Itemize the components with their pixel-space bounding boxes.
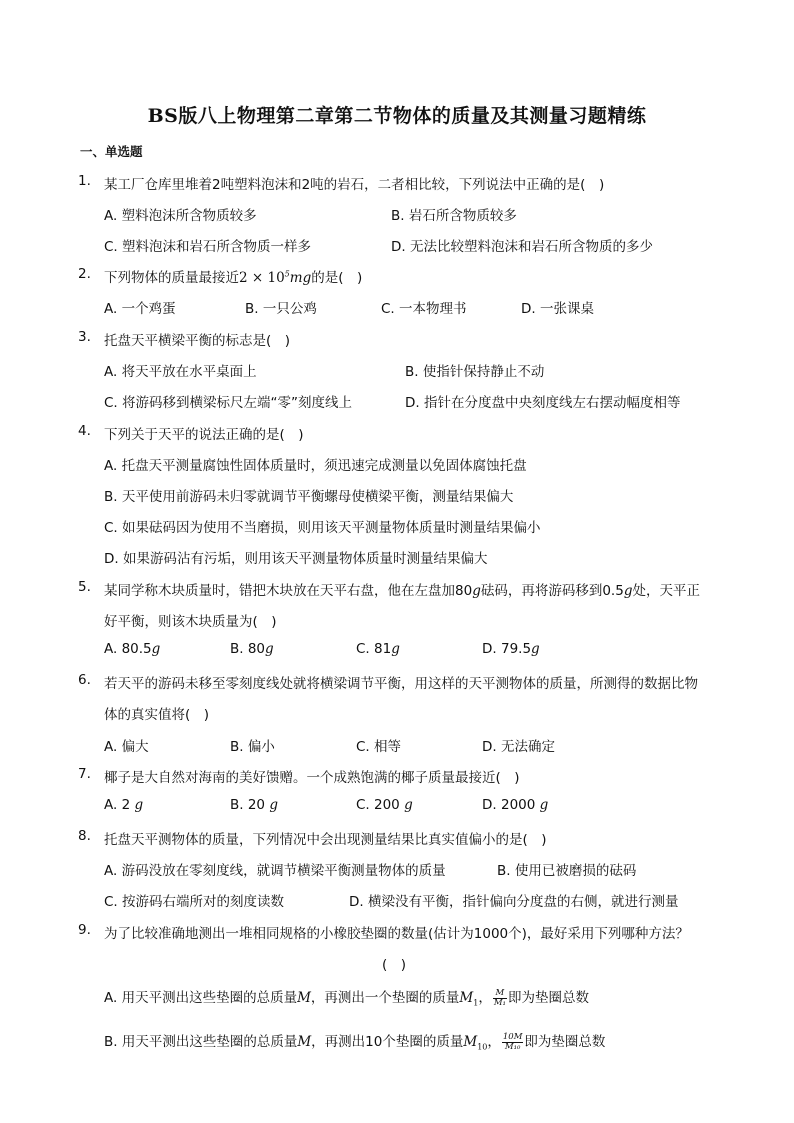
option-text: D. 2000 (482, 797, 536, 813)
fraction-denominator: M₁₀ (504, 1041, 521, 1052)
stem-text: 处，天平正 (632, 583, 700, 599)
option-b (104, 1030, 605, 1052)
option-a: A. 托盘天平测量腐蚀性固体质量时，须迅速完成测量以免固体腐蚀托盘 (104, 458, 527, 474)
question-number: 4. (78, 423, 91, 439)
option-d (482, 641, 540, 657)
math-unit: g (539, 797, 549, 813)
option-b: B. 一只公鸡 (245, 301, 317, 317)
math-subscript: 10 (477, 1042, 488, 1052)
option-d: D. 如果游码沾有污垢，则用该天平测量物体质量时测量结果偏大 (104, 551, 488, 567)
option-c (356, 641, 400, 657)
stem-text: 某同学称木块质量时，错把木块放在天平右盘，他在左盘加80 (104, 583, 473, 599)
question-stem: 下列关于天平的说法正确的是( ) (104, 427, 304, 443)
question-number: 8. (78, 828, 91, 844)
fraction-numerator: M (493, 989, 507, 999)
option-text: ，再测出一个垫圈的质量 (310, 990, 460, 1006)
stem-text: 砝码，再将游码移到0.5 (480, 583, 624, 599)
math-unit: g (134, 797, 144, 813)
question-stem: 椰子是大自然对海南的美好馈赠。一个成熟饱满的椰子质量最接近( ) (104, 770, 520, 786)
option-c: C. 将游码移到横梁标尺左端“零”刻度线上 (104, 395, 352, 411)
fraction-numerator: 10M (502, 1031, 523, 1042)
option-d: D. 指针在分度盘中央刻度线左右摆动幅度相等 (405, 395, 681, 411)
option-text: B. 20 (230, 797, 266, 813)
math-unit: g (151, 641, 161, 657)
option-a: A. 将天平放在水平桌面上 (104, 364, 257, 380)
option-a (104, 986, 589, 1008)
question-stem: 某工厂仓库里堆着2吨塑料泡沫和2吨的岩石，二者相比较，下列说法中正确的是( ) (104, 177, 605, 193)
math-unit: g (404, 797, 413, 813)
option-c: C. 按游码右端所对的刻度读数 (104, 894, 285, 910)
option-a (104, 797, 143, 813)
option-b (230, 641, 274, 657)
math-variable: M (459, 990, 474, 1006)
option-a: A. 游码没放在零刻度线，就调节横梁平衡测量物体的质量 (104, 863, 446, 879)
option-b: B. 偏小 (230, 739, 275, 755)
option-c: C. 如果砝码因为使用不当磨损，则用该天平测量物体质量时测量结果偏小 (104, 520, 541, 536)
option-b (230, 797, 278, 813)
option-text: A. 80.5 (104, 641, 152, 657)
option-a: A. 一个鸡蛋 (104, 301, 176, 317)
option-text: B. 80 (230, 641, 266, 657)
option-text: C. 81 (356, 641, 392, 657)
stem-text: 的是( ) (311, 270, 363, 286)
option-d: D. 无法确定 (482, 739, 555, 755)
math-variable: M (297, 1034, 312, 1050)
option-a (104, 641, 160, 657)
option-text: 即为垫圈总数 (524, 1034, 606, 1050)
fraction-denominator: M₁ (493, 997, 506, 1008)
option-d: D. 一张课桌 (521, 301, 594, 317)
option-c: C. 塑料泡沫和岩石所含物质一样多 (104, 239, 312, 255)
section-heading: 一、单选题 (80, 144, 143, 159)
math-unit: g (265, 641, 274, 657)
option-a: A. 塑料泡沫所含物质较多 (104, 208, 257, 224)
option-c: C. 一本物理书 (381, 301, 467, 317)
option-b: B. 使指针保持静止不动 (405, 364, 545, 380)
math-variable: M (463, 1034, 478, 1050)
option-text: ，再测出10个垫圈的质量 (311, 1034, 464, 1050)
page-title: BS版八上物理第二章第二节物体的质量及其测量习题精练 (147, 105, 647, 127)
option-text: A. 用天平测出这些垫圈的总质量 (104, 990, 298, 1006)
math-unit: mg (289, 270, 312, 286)
option-c (356, 797, 413, 813)
option-a: A. 偏大 (104, 739, 149, 755)
option-c: C. 相等 (356, 739, 402, 755)
math-exponent: 5 (284, 269, 290, 279)
question-stem-continued: 体的真实值将( ) (104, 707, 210, 723)
math-subscript: 1 (473, 998, 479, 1008)
math-unit: g (391, 641, 400, 657)
math-unit: g (472, 583, 481, 599)
question-number: 7. (78, 766, 91, 782)
option-d (482, 797, 548, 813)
option-text: A. 2 (104, 797, 131, 813)
question-stem: 托盘天平测物体的质量，下列情况中会出现测量结果比真实值偏小的是( ) (104, 832, 547, 848)
option-d: D. 横梁没有平衡，指针偏向分度盘的右侧，就进行测量 (349, 894, 679, 910)
answer-parentheses: ( ) (382, 957, 407, 973)
question-number: 2. (78, 266, 91, 282)
option-d: D. 无法比较塑料泡沫和岩石所含物质的多少 (391, 239, 653, 255)
option-text: 即为垫圈总数 (507, 990, 589, 1006)
option-text: B. 用天平测出这些垫圈的总质量 (104, 1034, 298, 1050)
option-text: D. 79.5 (482, 641, 532, 657)
question-number: 9. (78, 922, 91, 938)
question-number: 5. (78, 579, 91, 595)
math-expression: 2 × 10 (239, 270, 285, 286)
question-number: 3. (78, 329, 91, 345)
question-stem: 托盘天平横梁平衡的标志是( ) (104, 333, 291, 349)
question-number: 1. (78, 173, 91, 189)
question-stem: 若天平的游码未移至零刻度线处就将横梁调节平衡，用这样的天平测物体的质量，所测得的数据比物 (104, 676, 698, 692)
stem-text: 下列物体的质量最接近 (104, 270, 239, 286)
option-b: B. 天平使用前游码未归零就调节平衡螺母使横梁平衡，测量结果偏大 (104, 489, 514, 505)
question-stem: 为了比较准确地测出一堆相同规格的小橡胶垫圈的数量(估计为1000个)，最好采用下列哪种方法？ (104, 926, 689, 942)
question-stem-continued: 好平衡，则该木块质量为( ) (104, 614, 277, 630)
question-stem (104, 579, 700, 599)
option-text: ， (478, 990, 492, 1006)
math-fraction (493, 989, 507, 1008)
math-variable: M (297, 990, 311, 1006)
question-number: 6. (78, 672, 91, 688)
math-unit: g (269, 797, 278, 813)
math-unit: g (531, 641, 540, 657)
option-b: B. 岩石所含物质较多 (391, 208, 517, 224)
option-text: ， (487, 1034, 501, 1050)
option-text: C. 200 (356, 797, 400, 813)
option-b: B. 使用已被磨损的砝码 (497, 863, 637, 879)
math-fraction (502, 1033, 524, 1052)
question-stem (104, 266, 362, 286)
math-unit: g (623, 583, 633, 599)
